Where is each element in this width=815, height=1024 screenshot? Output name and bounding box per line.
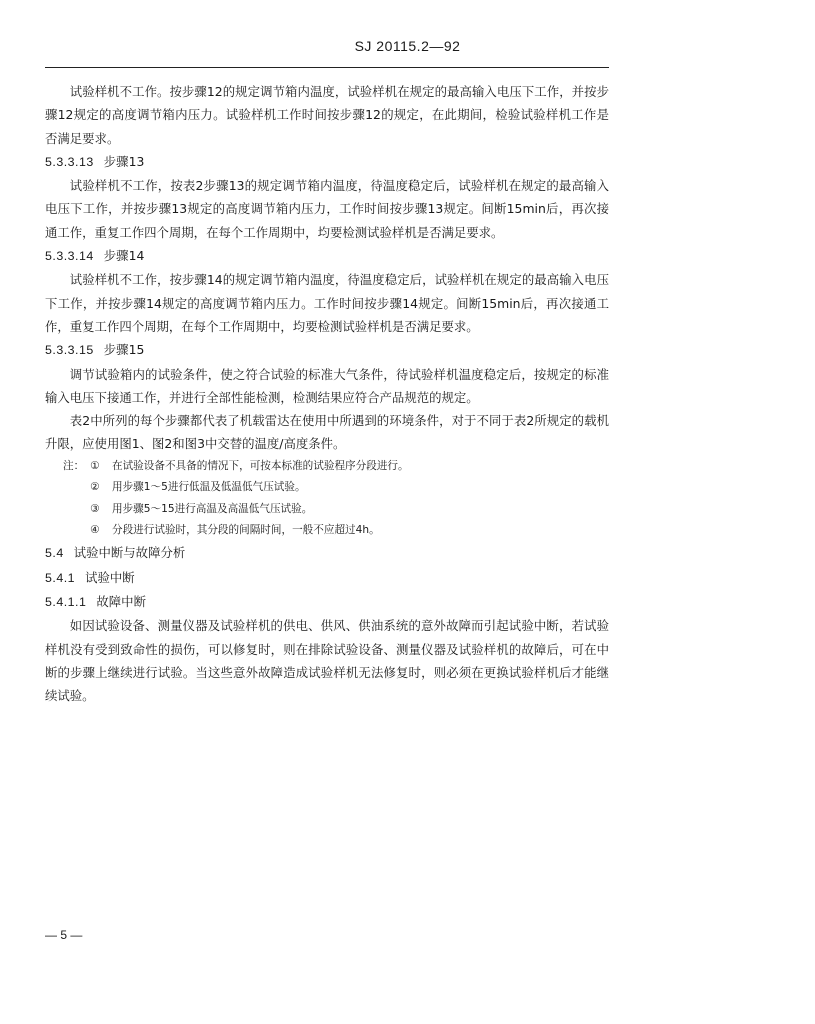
section-title: 步骤13 (103, 153, 145, 169)
section-title: 故障中断 (96, 593, 146, 609)
section-number: 5.4.1 (45, 570, 76, 585)
section-number: 5.4.1.1 (45, 594, 87, 609)
section-number: 5.4 (45, 546, 64, 561)
notes-list (45, 456, 609, 542)
paragraph: 试验样机不工作。按步骤12的规定调节箱内温度，试验样机在规定的最高输入电压下工作，并按步骤12规定的高度调节箱内压力。试验样机工作时间按步骤12的规定，在此期间，检验试验样机工作是否满足要求。 (45, 84, 609, 146)
notes-block (45, 456, 609, 542)
note-marker: ④ (90, 523, 100, 536)
section-number: 5.3.3.15 (45, 343, 94, 358)
paragraph: 试验样机不工作，按表2步骤13的规定调节箱内温度，待温度稳定后，试验样机在规定的最高输入电压下工作，并按步骤13规定的高度调节箱内压力，工作时间按步骤13规定。间断15min后，再次接通工作，重复工作四个周期，在每个工作周期中，均要检测试验样机是否满足要求。 (45, 178, 609, 240)
paragraph: 表2中所列的每个步骤都代表了机载雷达在使用中所遇到的环境条件，对于不同于表2所规定的载机升限，应使用图1、图2和图3中交替的温度/高度条件。 (45, 413, 609, 452)
note-text: 用步骤1～5进行低温及低温低气压试验。 (112, 481, 306, 494)
section-steps (45, 80, 609, 456)
notes-label: 注： (63, 459, 85, 472)
note-text: 分段进行试验时，其分段的间隔时间，一般不应超过4h。 (112, 523, 380, 536)
section-heading (45, 541, 609, 565)
section-title: 试验中断与故障分析 (73, 545, 186, 561)
standard-code-header: SJ 20115.2—92 (354, 38, 461, 54)
section-heading (45, 566, 609, 590)
section-heading (45, 590, 609, 614)
paragraph: 试验样机不工作，按步骤14的规定调节箱内温度，待温度稳定后，试验样机在规定的最高输入电压下工作，并按步骤14规定的高度调节箱内压力。工作时间按步骤14规定。间断15min后，再次接通工作，重复工作四个周期，在每个工作周期中，均要检测试验样机是否满足要求。 (45, 272, 609, 334)
section-number: 5.3.3.14 (45, 249, 94, 264)
note-marker: ② (90, 481, 100, 494)
note-text: 在试验设备不具备的情况下，可按本标准的试验程序分段进行。 (112, 459, 409, 472)
section-heading (45, 150, 609, 174)
body-content (45, 80, 609, 707)
section-interruption (45, 541, 609, 707)
note-item (45, 477, 609, 498)
note-marker: ③ (90, 502, 100, 515)
section-heading (45, 338, 609, 362)
section-title: 步骤14 (103, 248, 145, 264)
paragraph: 如因试验设备、测量仪器及试验样机的供电、供风、供油系统的意外故障而引起试验中断，若试验样机没有受到致命性的损伤，可以修复时，则在排除试验设备、测量仪器及试验样机的故障后，可在中断的步骤上继续进行试验。当这些意外故障造成试验样机无法修复时，则必须在更换试验样机后才能继续试验。 (45, 618, 609, 704)
section-heading (45, 244, 609, 268)
section-title: 试验中断 (85, 569, 135, 585)
note-item (45, 520, 609, 541)
note-item (45, 499, 609, 520)
note-item (45, 456, 609, 477)
header-rule (45, 67, 609, 68)
note-text: 用步骤5～15进行高温及高温低气压试验。 (112, 502, 313, 515)
section-number: 5.3.3.13 (45, 154, 94, 169)
page-number: — 5 — (45, 928, 83, 942)
paragraph: 调节试验箱内的试验条件，使之符合试验的标准大气条件，待试验样机温度稳定后，按规定的标准输入电压下接通工作，并进行全部性能检测，检测结果应符合产品规范的规定。 (45, 366, 609, 405)
section-title: 步骤15 (103, 342, 145, 358)
note-marker: ① (90, 459, 100, 472)
